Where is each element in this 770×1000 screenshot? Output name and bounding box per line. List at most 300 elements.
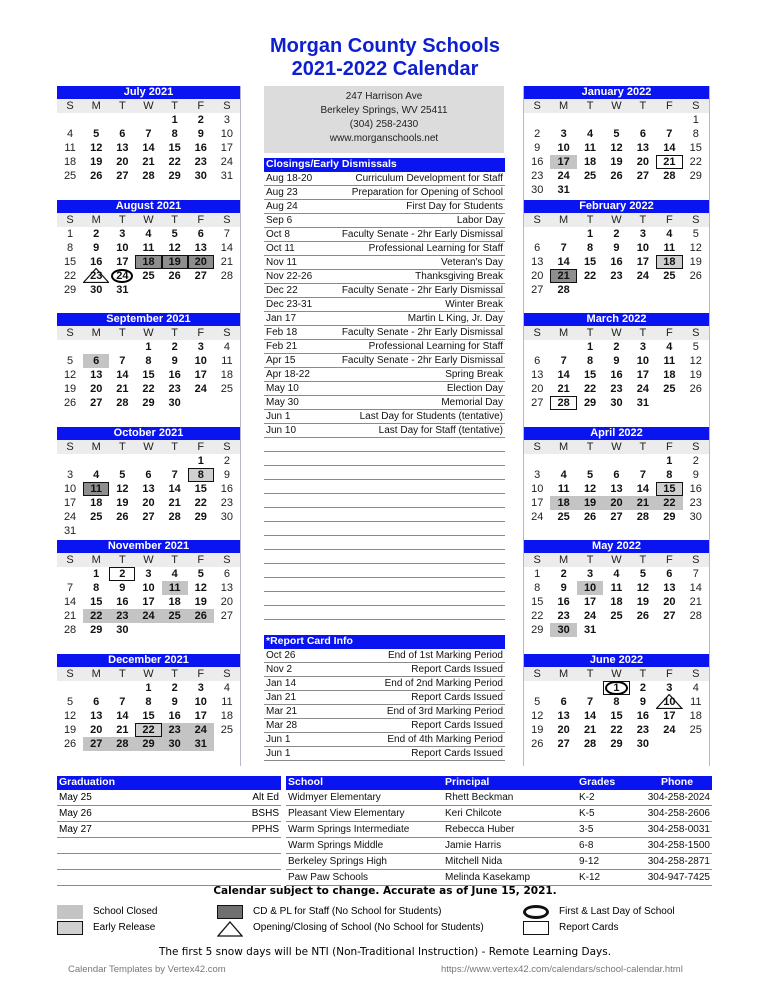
calendar-day[interactable] [83, 595, 109, 609]
calendar-day[interactable] [109, 269, 135, 283]
calendar-day[interactable] [83, 581, 109, 595]
calendar-day[interactable] [603, 255, 629, 269]
calendar-day[interactable] [57, 709, 83, 723]
calendar-day[interactable] [109, 609, 135, 623]
calendar-day[interactable] [524, 496, 550, 510]
calendar-day[interactable] [577, 609, 603, 623]
calendar-day[interactable] [603, 609, 629, 623]
calendar-day[interactable] [524, 609, 550, 623]
calendar-day[interactable] [550, 183, 576, 197]
calendar-day[interactable] [83, 141, 109, 155]
calendar-day[interactable] [577, 623, 603, 637]
calendar-day[interactable] [109, 354, 135, 368]
calendar-day[interactable] [656, 609, 682, 623]
calendar-day[interactable] [214, 354, 240, 368]
calendar-day[interactable] [162, 241, 188, 255]
calendar-day[interactable] [109, 581, 135, 595]
calendar-day[interactable] [162, 567, 188, 581]
calendar-day[interactable] [135, 567, 161, 581]
calendar-day[interactable] [109, 255, 135, 269]
calendar-day[interactable] [577, 127, 603, 141]
calendar-day[interactable] [57, 255, 83, 269]
calendar-day[interactable] [577, 155, 603, 169]
calendar-day[interactable] [109, 368, 135, 382]
calendar-day[interactable] [162, 141, 188, 155]
calendar-day[interactable] [603, 567, 629, 581]
calendar-day[interactable] [57, 695, 83, 709]
calendar-day[interactable] [188, 155, 214, 169]
calendar-day[interactable] [550, 623, 576, 637]
calendar-day[interactable] [524, 368, 550, 382]
calendar-day[interactable] [162, 510, 188, 524]
calendar-day[interactable] [109, 496, 135, 510]
calendar-day[interactable] [109, 382, 135, 396]
calendar-day[interactable] [630, 255, 656, 269]
calendar-day[interactable] [57, 141, 83, 155]
calendar-day[interactable] [188, 496, 214, 510]
calendar-day[interactable] [550, 283, 576, 297]
calendar-day[interactable] [656, 581, 682, 595]
calendar-day[interactable] [656, 127, 682, 141]
calendar-day[interactable] [656, 169, 682, 183]
calendar-day[interactable] [630, 695, 656, 709]
calendar-day[interactable] [577, 340, 603, 354]
calendar-day[interactable] [630, 567, 656, 581]
calendar-day[interactable] [630, 496, 656, 510]
calendar-day[interactable] [188, 609, 214, 623]
calendar-day[interactable] [162, 269, 188, 283]
calendar-day[interactable] [630, 510, 656, 524]
calendar-day[interactable] [162, 127, 188, 141]
calendar-day[interactable] [162, 581, 188, 595]
calendar-day[interactable] [683, 595, 709, 609]
calendar-day[interactable] [109, 709, 135, 723]
calendar-day[interactable] [524, 695, 550, 709]
calendar-day[interactable] [577, 382, 603, 396]
calendar-day[interactable] [524, 283, 550, 297]
calendar-day[interactable] [57, 127, 83, 141]
calendar-day[interactable] [109, 141, 135, 155]
calendar-day[interactable] [83, 227, 109, 241]
calendar-day[interactable] [524, 141, 550, 155]
calendar-day[interactable] [135, 141, 161, 155]
calendar-day[interactable] [630, 609, 656, 623]
calendar-day[interactable] [683, 567, 709, 581]
calendar-day[interactable] [577, 737, 603, 751]
calendar-day[interactable] [57, 482, 83, 496]
calendar-day[interactable] [550, 368, 576, 382]
calendar-day[interactable] [162, 737, 188, 751]
calendar-day[interactable] [57, 468, 83, 482]
calendar-day[interactable] [83, 368, 109, 382]
calendar-day[interactable] [188, 113, 214, 127]
calendar-day[interactable] [214, 609, 240, 623]
calendar-day[interactable] [57, 595, 83, 609]
calendar-day[interactable] [109, 468, 135, 482]
calendar-day[interactable] [577, 567, 603, 581]
calendar-day[interactable] [550, 269, 576, 283]
calendar-day[interactable] [83, 623, 109, 637]
calendar-day[interactable] [109, 241, 135, 255]
calendar-day[interactable] [603, 127, 629, 141]
calendar-day[interactable] [603, 723, 629, 737]
calendar-day[interactable] [683, 382, 709, 396]
calendar-day[interactable] [162, 227, 188, 241]
calendar-day[interactable] [630, 723, 656, 737]
calendar-day[interactable] [57, 155, 83, 169]
calendar-day[interactable] [188, 695, 214, 709]
calendar-day[interactable] [630, 482, 656, 496]
calendar-day[interactable] [577, 482, 603, 496]
calendar-day[interactable] [603, 695, 629, 709]
calendar-day[interactable] [524, 709, 550, 723]
calendar-day[interactable] [656, 468, 682, 482]
calendar-day[interactable] [656, 255, 682, 269]
calendar-day[interactable] [188, 482, 214, 496]
calendar-day[interactable] [524, 269, 550, 283]
calendar-day[interactable] [83, 609, 109, 623]
calendar-day[interactable] [683, 581, 709, 595]
calendar-day[interactable] [603, 227, 629, 241]
calendar-day[interactable] [683, 681, 709, 695]
calendar-day[interactable] [83, 283, 109, 297]
calendar-day[interactable] [524, 623, 550, 637]
calendar-day[interactable] [83, 695, 109, 709]
calendar-day[interactable] [135, 510, 161, 524]
calendar-day[interactable] [656, 510, 682, 524]
calendar-day[interactable] [550, 609, 576, 623]
calendar-day[interactable] [603, 510, 629, 524]
calendar-day[interactable] [135, 581, 161, 595]
calendar-day[interactable] [57, 169, 83, 183]
calendar-day[interactable] [162, 155, 188, 169]
calendar-day[interactable] [135, 737, 161, 751]
calendar-day[interactable] [162, 496, 188, 510]
calendar-day[interactable] [135, 227, 161, 241]
calendar-day[interactable] [188, 510, 214, 524]
calendar-day[interactable] [630, 269, 656, 283]
calendar-day[interactable] [630, 382, 656, 396]
calendar-day[interactable] [603, 482, 629, 496]
calendar-day[interactable] [162, 169, 188, 183]
calendar-day[interactable] [683, 482, 709, 496]
calendar-day[interactable] [162, 709, 188, 723]
calendar-day[interactable] [83, 169, 109, 183]
calendar-day[interactable] [656, 595, 682, 609]
calendar-day[interactable] [656, 155, 682, 169]
calendar-day[interactable] [550, 127, 576, 141]
calendar-day[interactable] [57, 368, 83, 382]
calendar-day[interactable] [162, 468, 188, 482]
calendar-day[interactable] [577, 581, 603, 595]
calendar-day[interactable] [162, 723, 188, 737]
calendar-day[interactable] [550, 169, 576, 183]
calendar-day[interactable] [550, 581, 576, 595]
calendar-day[interactable] [162, 695, 188, 709]
calendar-day[interactable] [109, 169, 135, 183]
calendar-day[interactable] [162, 382, 188, 396]
calendar-day[interactable] [109, 695, 135, 709]
calendar-day[interactable] [524, 581, 550, 595]
calendar-day[interactable] [524, 595, 550, 609]
calendar-day[interactable] [577, 169, 603, 183]
calendar-day[interactable] [135, 681, 161, 695]
calendar-day[interactable] [135, 269, 161, 283]
calendar-day[interactable] [524, 737, 550, 751]
calendar-day[interactable] [683, 468, 709, 482]
calendar-day[interactable] [57, 496, 83, 510]
calendar-day[interactable] [630, 737, 656, 751]
calendar-day[interactable] [109, 155, 135, 169]
calendar-day[interactable] [683, 609, 709, 623]
calendar-day[interactable] [656, 709, 682, 723]
calendar-day[interactable] [577, 496, 603, 510]
calendar-day[interactable] [109, 396, 135, 410]
calendar-day[interactable] [656, 368, 682, 382]
calendar-day[interactable] [135, 354, 161, 368]
calendar-day[interactable] [630, 595, 656, 609]
calendar-day[interactable] [683, 269, 709, 283]
calendar-day[interactable] [683, 368, 709, 382]
calendar-day[interactable] [683, 127, 709, 141]
calendar-day[interactable] [550, 354, 576, 368]
calendar-day[interactable] [656, 227, 682, 241]
calendar-day[interactable] [603, 155, 629, 169]
calendar-day[interactable] [603, 354, 629, 368]
calendar-day[interactable] [603, 382, 629, 396]
calendar-day[interactable] [188, 241, 214, 255]
calendar-day[interactable] [57, 524, 83, 538]
calendar-day[interactable] [188, 581, 214, 595]
calendar-day[interactable] [630, 155, 656, 169]
calendar-day[interactable] [214, 567, 240, 581]
calendar-day[interactable] [57, 241, 83, 255]
calendar-day[interactable] [577, 368, 603, 382]
calendar-day[interactable] [188, 354, 214, 368]
calendar-day[interactable] [683, 695, 709, 709]
calendar-day[interactable] [214, 113, 240, 127]
calendar-day[interactable] [630, 340, 656, 354]
calendar-day[interactable] [683, 255, 709, 269]
calendar-day[interactable] [577, 269, 603, 283]
calendar-day[interactable] [57, 227, 83, 241]
calendar-day[interactable] [57, 283, 83, 297]
calendar-day[interactable] [83, 567, 109, 581]
calendar-day[interactable] [162, 609, 188, 623]
calendar-day[interactable] [214, 169, 240, 183]
calendar-day[interactable] [83, 496, 109, 510]
calendar-day[interactable] [188, 368, 214, 382]
calendar-day[interactable] [188, 723, 214, 737]
calendar-day[interactable] [135, 723, 161, 737]
calendar-day[interactable] [524, 382, 550, 396]
calendar-day[interactable] [135, 169, 161, 183]
calendar-day[interactable] [630, 169, 656, 183]
calendar-day[interactable] [656, 241, 682, 255]
calendar-day[interactable] [162, 396, 188, 410]
calendar-day[interactable] [188, 567, 214, 581]
calendar-day[interactable] [550, 396, 576, 410]
calendar-day[interactable] [683, 241, 709, 255]
calendar-day[interactable] [188, 340, 214, 354]
calendar-day[interactable] [683, 155, 709, 169]
calendar-day[interactable] [656, 681, 682, 695]
calendar-day[interactable] [83, 723, 109, 737]
calendar-day[interactable] [630, 468, 656, 482]
calendar-day[interactable] [83, 255, 109, 269]
calendar-day[interactable] [656, 496, 682, 510]
calendar-day[interactable] [656, 269, 682, 283]
calendar-day[interactable] [57, 354, 83, 368]
calendar-day[interactable] [135, 609, 161, 623]
calendar-day[interactable] [214, 269, 240, 283]
calendar-day[interactable] [109, 227, 135, 241]
calendar-day[interactable] [683, 227, 709, 241]
calendar-day[interactable] [630, 354, 656, 368]
calendar-day[interactable] [603, 709, 629, 723]
calendar-day[interactable] [630, 368, 656, 382]
calendar-day[interactable] [603, 595, 629, 609]
calendar-day[interactable] [214, 255, 240, 269]
calendar-day[interactable] [188, 255, 214, 269]
calendar-day[interactable] [188, 468, 214, 482]
calendar-day[interactable] [524, 510, 550, 524]
calendar-day[interactable] [577, 227, 603, 241]
calendar-day[interactable] [188, 382, 214, 396]
calendar-day[interactable] [656, 695, 682, 709]
calendar-day[interactable] [214, 468, 240, 482]
calendar-day[interactable] [57, 269, 83, 283]
calendar-day[interactable] [214, 695, 240, 709]
calendar-day[interactable] [214, 510, 240, 524]
calendar-day[interactable] [550, 141, 576, 155]
calendar-day[interactable] [524, 482, 550, 496]
calendar-day[interactable] [577, 241, 603, 255]
calendar-day[interactable] [135, 595, 161, 609]
calendar-day[interactable] [550, 567, 576, 581]
calendar-day[interactable] [162, 113, 188, 127]
calendar-day[interactable] [162, 340, 188, 354]
calendar-day[interactable] [656, 723, 682, 737]
calendar-day[interactable] [57, 623, 83, 637]
calendar-day[interactable] [83, 155, 109, 169]
calendar-day[interactable] [214, 454, 240, 468]
calendar-day[interactable] [83, 737, 109, 751]
calendar-day[interactable] [214, 368, 240, 382]
calendar-day[interactable] [683, 709, 709, 723]
calendar-day[interactable] [603, 368, 629, 382]
calendar-day[interactable] [214, 155, 240, 169]
calendar-day[interactable] [135, 368, 161, 382]
calendar-day[interactable] [577, 723, 603, 737]
calendar-day[interactable] [603, 737, 629, 751]
calendar-day[interactable] [550, 482, 576, 496]
calendar-day[interactable] [683, 141, 709, 155]
calendar-day[interactable] [162, 681, 188, 695]
calendar-day[interactable] [603, 581, 629, 595]
calendar-day[interactable] [550, 382, 576, 396]
calendar-day[interactable] [162, 482, 188, 496]
calendar-day[interactable] [656, 141, 682, 155]
calendar-day[interactable] [188, 169, 214, 183]
calendar-day[interactable] [683, 340, 709, 354]
calendar-day[interactable] [188, 681, 214, 695]
calendar-day[interactable] [603, 496, 629, 510]
calendar-day[interactable] [577, 354, 603, 368]
calendar-day[interactable] [577, 396, 603, 410]
calendar-day[interactable] [83, 354, 109, 368]
calendar-day[interactable] [135, 127, 161, 141]
calendar-day[interactable] [630, 681, 656, 695]
calendar-day[interactable] [214, 496, 240, 510]
calendar-day[interactable] [630, 127, 656, 141]
calendar-day[interactable] [550, 737, 576, 751]
calendar-day[interactable] [603, 169, 629, 183]
calendar-day[interactable] [135, 496, 161, 510]
calendar-day[interactable] [214, 595, 240, 609]
calendar-day[interactable] [656, 567, 682, 581]
calendar-day[interactable] [162, 595, 188, 609]
calendar-day[interactable] [135, 382, 161, 396]
calendar-day[interactable] [524, 567, 550, 581]
calendar-day[interactable] [630, 396, 656, 410]
calendar-day[interactable] [683, 354, 709, 368]
calendar-day[interactable] [577, 510, 603, 524]
calendar-day[interactable] [603, 141, 629, 155]
calendar-day[interactable] [683, 113, 709, 127]
calendar-day[interactable] [603, 396, 629, 410]
calendar-day[interactable] [550, 595, 576, 609]
calendar-day[interactable] [57, 581, 83, 595]
calendar-day[interactable] [162, 354, 188, 368]
calendar-day[interactable] [630, 709, 656, 723]
calendar-day[interactable] [135, 695, 161, 709]
calendar-day[interactable] [683, 510, 709, 524]
calendar-day[interactable] [550, 155, 576, 169]
calendar-day[interactable] [214, 227, 240, 241]
calendar-day[interactable] [524, 127, 550, 141]
calendar-day[interactable] [603, 269, 629, 283]
calendar-day[interactable] [57, 737, 83, 751]
calendar-day[interactable] [188, 269, 214, 283]
calendar-day[interactable] [630, 581, 656, 595]
calendar-day[interactable] [135, 255, 161, 269]
calendar-day[interactable] [524, 354, 550, 368]
calendar-day[interactable] [188, 454, 214, 468]
calendar-day[interactable] [603, 241, 629, 255]
calendar-day[interactable] [630, 241, 656, 255]
calendar-day[interactable] [524, 468, 550, 482]
calendar-day[interactable] [109, 283, 135, 297]
calendar-day[interactable] [524, 241, 550, 255]
calendar-day[interactable] [656, 454, 682, 468]
calendar-day[interactable] [188, 227, 214, 241]
calendar-day[interactable] [577, 468, 603, 482]
calendar-day[interactable] [188, 595, 214, 609]
calendar-day[interactable] [188, 709, 214, 723]
calendar-day[interactable] [188, 737, 214, 751]
calendar-day[interactable] [188, 127, 214, 141]
calendar-day[interactable] [83, 382, 109, 396]
calendar-day[interactable] [57, 382, 83, 396]
calendar-day[interactable] [109, 723, 135, 737]
calendar-day[interactable] [683, 496, 709, 510]
calendar-day[interactable] [135, 340, 161, 354]
calendar-day[interactable] [656, 354, 682, 368]
calendar-day[interactable] [109, 737, 135, 751]
calendar-day[interactable] [603, 340, 629, 354]
calendar-day[interactable] [524, 723, 550, 737]
